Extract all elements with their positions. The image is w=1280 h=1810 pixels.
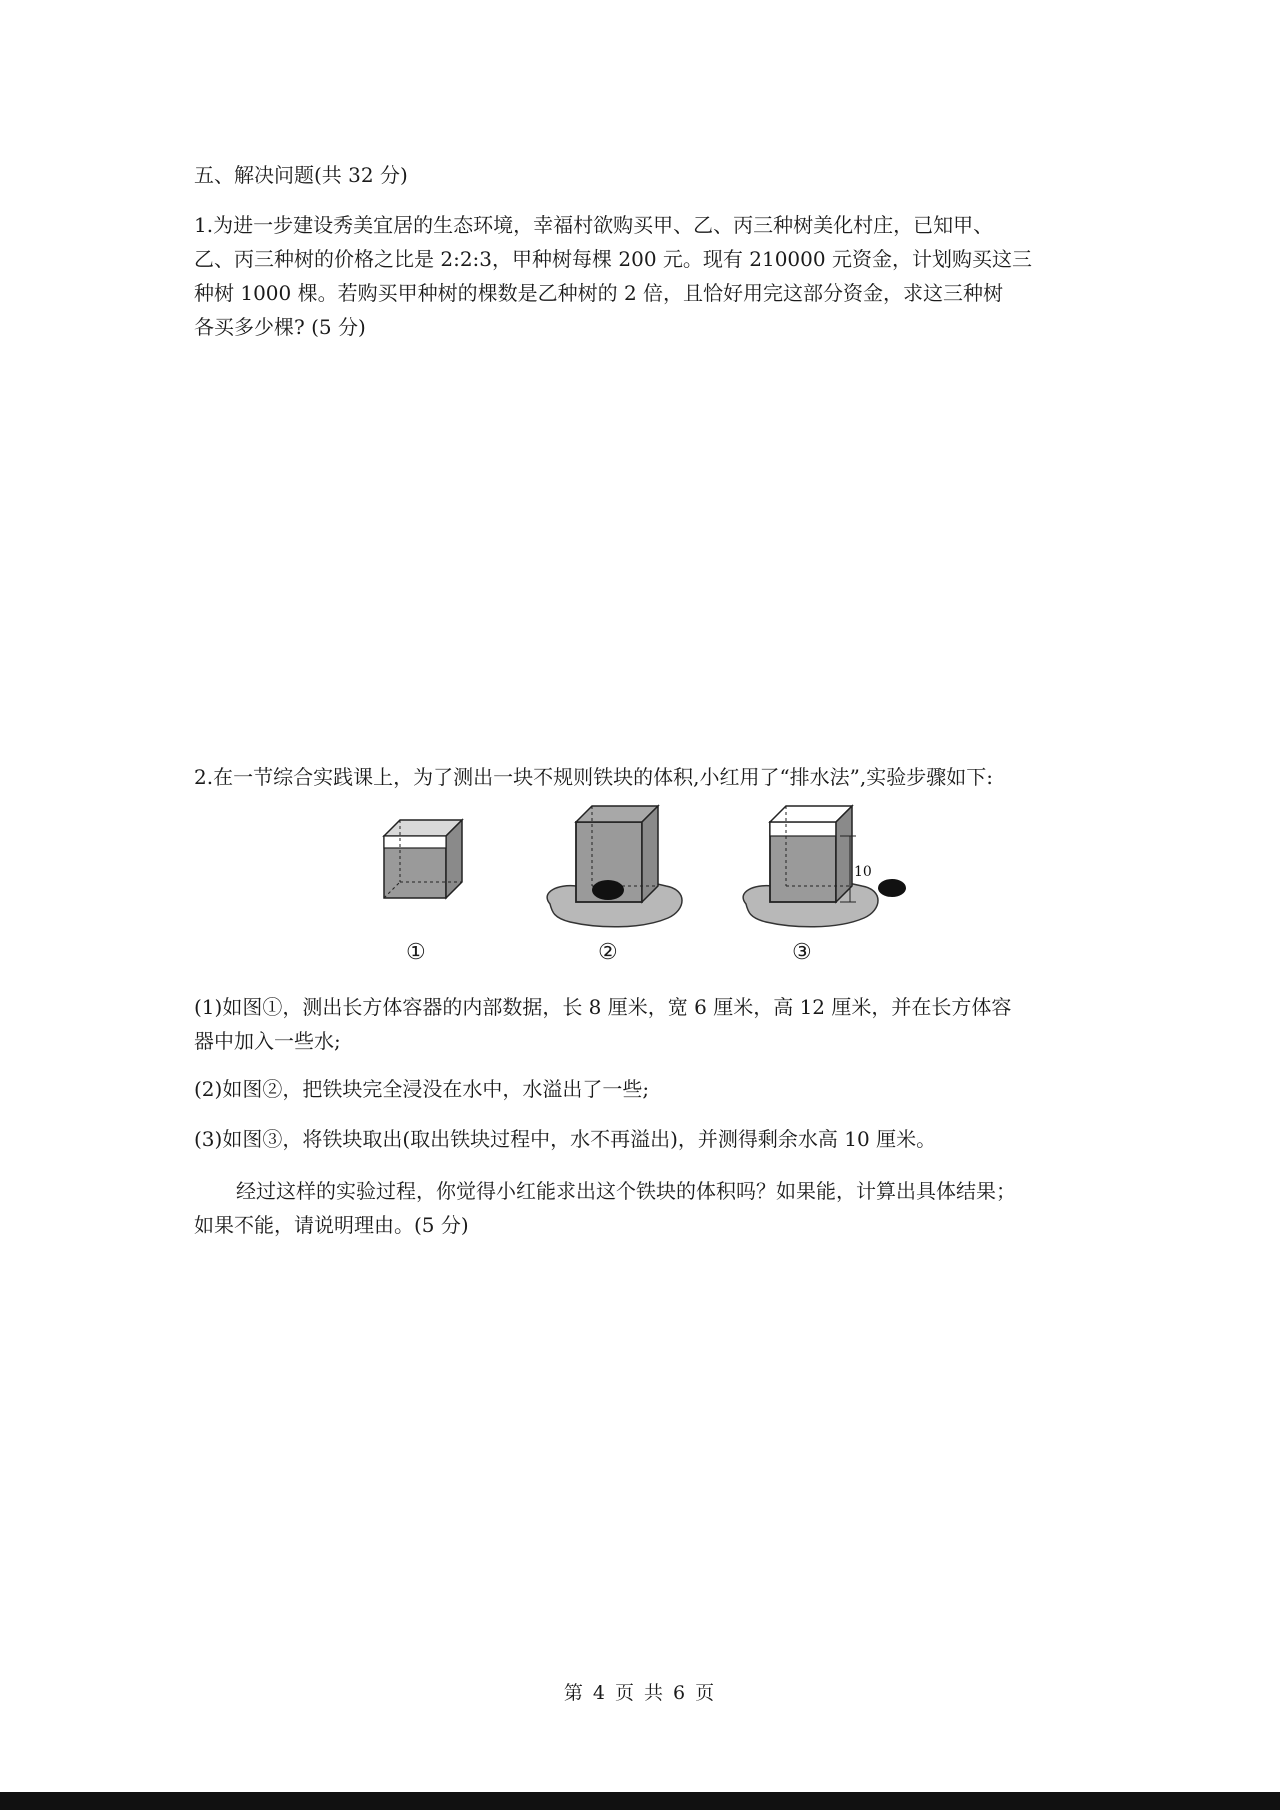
- container-figure-1: [384, 820, 462, 898]
- q1-line-3: 种树 1000 棵。若购买甲种树的棵数是乙种树的 2 倍，且恰好用完这部分资金，求这三种树: [194, 281, 1004, 305]
- q2-step3: (3)如图③，将铁块取出(取出铁块过程中，水不再溢出)，并测得剩余水高 10 厘米。: [194, 1127, 937, 1151]
- q2-step2: (2)如图②，把铁块完全浸没在水中，水溢出了一些;: [194, 1077, 650, 1101]
- experiment-figure: [370, 800, 930, 980]
- figure-label-2: ②: [598, 940, 618, 965]
- container-figure-3: [743, 806, 906, 927]
- q1-line-2: 乙、丙三种树的价格之比是 2:2:3，甲种树每棵 200 元。现有 210000 元资金，计划购买这三: [194, 247, 1032, 271]
- figure-label-3: ③: [792, 940, 812, 965]
- figure-label-1: ①: [406, 940, 426, 965]
- q2-step1-line-1: (1)如图①，测出长方体容器的内部数据，长 8 厘米，宽 6 厘米，高 12 厘米，并在长方体容: [194, 995, 1012, 1019]
- q2-step1-line-2: 器中加入一些水;: [194, 1029, 341, 1053]
- section-title: 五、解决问题(共 32 分): [194, 163, 408, 187]
- experiment-diagram: [370, 800, 930, 980]
- q2-question-line-1: 经过这样的实验过程，你觉得小红能求出这个铁块的体积吗？如果能，计算出具体结果；: [236, 1179, 1016, 1203]
- q2-intro: 2.在一节综合实践课上，为了测出一块不规则铁块的体积,小红用了“排水法”,实验步骤如下:: [194, 765, 993, 789]
- q1-line-4: 各买多少棵? (5 分): [194, 315, 366, 339]
- q1-line-1: 1.为进一步建设秀美宜居的生态环境，幸福村欲购买甲、乙、丙三种树美化村庄，已知甲、: [194, 213, 994, 237]
- q2-question-line-2: 如果不能，请说明理由。(5 分): [194, 1213, 469, 1237]
- page-number: 第 4 页 共 6 页: [563, 1682, 717, 1704]
- height-mark-label: 10: [854, 864, 872, 880]
- scan-edge-bar: [0, 1792, 1280, 1810]
- container-figure-2: [547, 806, 682, 927]
